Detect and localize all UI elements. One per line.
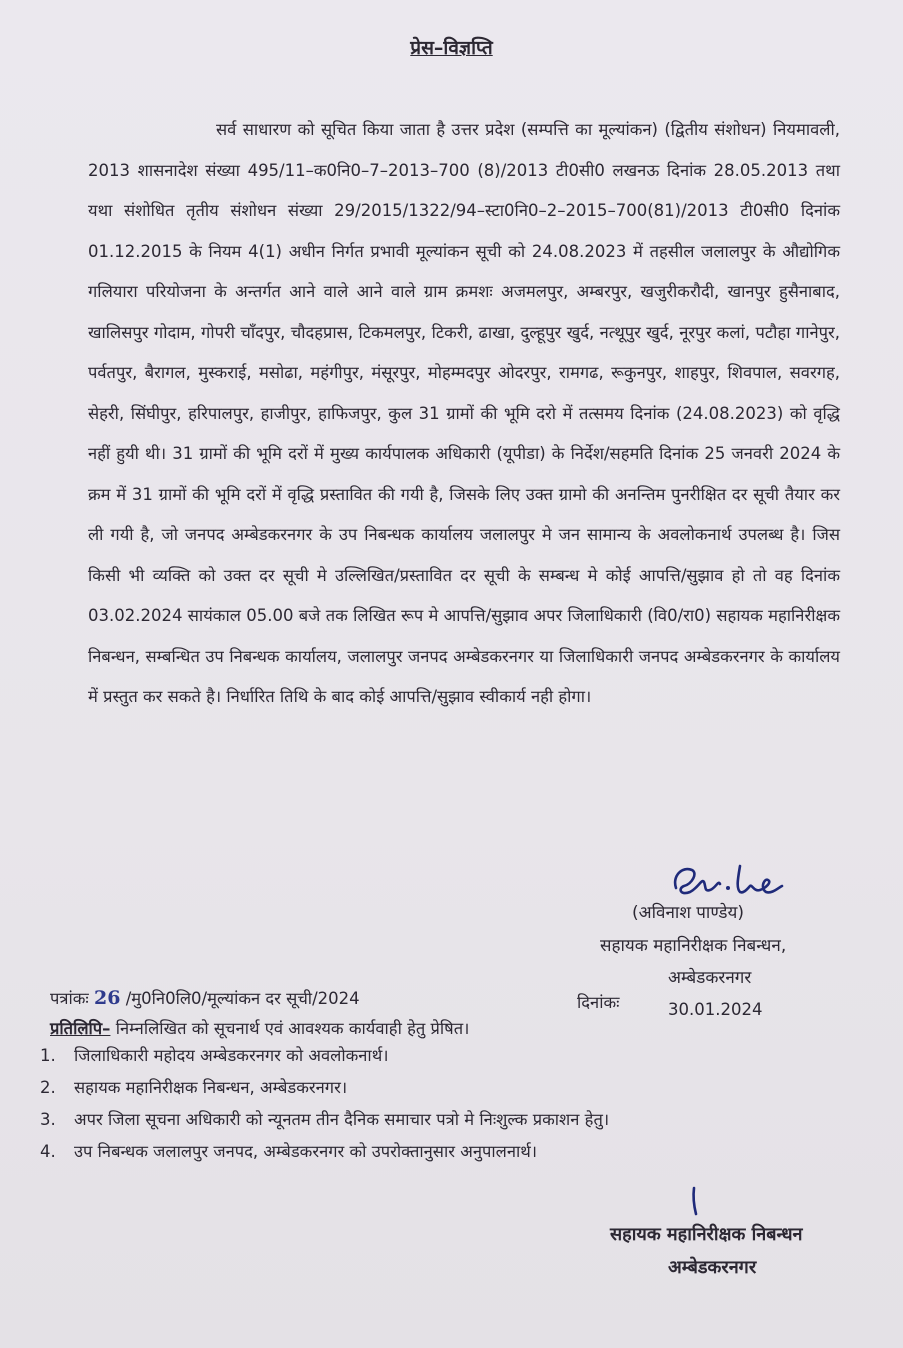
date-value: 30.01.2024 [668,1000,763,1019]
list-item-number: 4. [40,1142,56,1161]
list-item-number: 2. [40,1078,56,1097]
signatory-designation: सहायक महानिरीक्षक निबन्धन, [600,936,787,956]
office-designation: सहायक महानिरीक्षक निबन्धन [610,1224,803,1245]
list-item-text: सहायक महानिरीक्षक निबन्धन, अम्बेडकरनगर। [74,1078,348,1097]
office-place: अम्बेडकरनगर [668,1257,757,1278]
list-item-text: उप निबन्धक जलालपुर जनपद, अम्बेडकरनगर को उपरोक्तानुसार अनुपालनार्थ। [74,1142,538,1161]
body-paragraph [88,110,840,718]
copy-text: निम्नलिखित को सूचनार्थ एवं आवश्यक कार्यवाही हेतु प्रेषित। [115,1019,470,1038]
initial-mark-icon [688,1186,702,1216]
list-item-text: जिलाधिकारी महोदय अम्बेडकरनगर को अवलोकनार्थ। [74,1046,389,1065]
copy-label: प्रतिलिपि– [50,1019,111,1038]
list-item [40,1040,840,1072]
reference-line [50,986,360,1009]
list-item-number: 3. [40,1110,56,1129]
list-item-text: अपर जिला सूचना अधिकारी को न्यूनतम तीन दैनिक समाचार पत्रो मे निःशुल्क प्रकाशन हेतु। [74,1110,610,1129]
copy-recipient-list [40,1040,840,1168]
signature-icon [668,858,798,904]
reference-path: /मु0नि0लि0/मूल्यांकन दर सूची/2024 [125,989,360,1008]
reference-number: 26 [94,987,121,1009]
list-item-number: 1. [40,1046,56,1065]
body-text: सर्व साधारण को सूचित किया जाता है उत्तर प्रदेश (सम्पत्ति का मूल्यांकन) (द्वितीय संशोधन) नियमावली, 2013 शासनादेश संख्या 495/11–क0नि0–7–2013–700 (8)/2013 टी0सी0 लखनऊ दिनांक 28.05.2013 तथा यथा संशोधित तृतीय संशोधन संख्या 29/2015/1322/94–स्टा0नि0–2–2015–700(81)/2013 टी0सी0 दिनांक 01.12.2015 के नियम 4(1) अधीन निर्गत प्रभावी मूल्यांकन सूची को 24.08.2023 में तहसील जलालपुर के औद्योगिक गलियारा परियोजना के अन्तर्गत आने वाले आने वाले ग्राम क्रमशः अजमलपुर, अम्बरपुर, खजुरीकरौदी, खानपुर हुसैनाबाद, खालिसपुर गोदाम, गोपरी चाँदपुर, चौदहप्रास, टिकमलपुर, टिकरी, ढाखा, दुल्हूपुर खुर्द, नत्थूपुर खुर्द, नूरपुर कलां, पटौहा गानेपुर, पर्वतपुर, बैरागल, मुस्कराई, मसोढा, महंगीपुर, मंसूरपुर, मोहम्मदपुर ओदरपुर, रामगढ, रूकुनपुर, शाहपुर, शिवपाल, सवरगह, सेहरी, सिंघीपुर, हरिपालपुर, हाजीपुर, हाफिजपुर, कुल 31 ग्रामों की भूमि दरो में तत्समय दिनांक (24.08.2023) को वृद्धि नहीं हुयी थी। 31 ग्रामों की भूमि दरों में मुख्य कार्यपालक अधिकारी (यूपीडा) के निर्देश/सहमति दिनांक 25 जनवरी 2024 के क्रम में 31 ग्रामों की भूमि दरों में वृद्धि प्रस्तावित की गयी है, जिसके लिए उक्त ग्रामो की अनन्तिम पुनरीक्षित दर सूची तैयार कर ली गयी है, जो जनपद अम्बेडकरनगर के उप निबन्धक कार्यालय जलालपुर मे जन सामान्य के अवलोकनार्थ उपलब्ध है। जिस किसी भी व्यक्ति को उक्त दर सूची मे उल्लिखित/प्रस्तावित दर सूची के सम्बन्ध मे कोई आपत्ति/सुझाव हो तो वह दिनांक 03.02.2024 सायंकाल 05.00 बजे तक लिखित रूप मे आपत्ति/सुझाव अपर जिलाधिकारी (वि0/रा0) सहायक महानिरीक्षक निबन्धन, सम्बन्धित उप निबन्धक कार्यालय, जलालपुर जनपद अम्बेडकरनगर या जिलाधिकारी जनपद अम्बेडकरनगर के कार्यालय में प्रस्तुत कर सकते है। निर्धारित तिथि के बाद कोई आपत्ति/सुझाव स्वीकार्य नही होगा। [88,120,840,706]
signatory-place: अम्बेडकरनगर [668,968,752,988]
date-label: दिनांकः [577,993,620,1012]
list-item [40,1072,840,1104]
reference-label: पत्रांकः [50,989,89,1008]
document-title: प्रेस–विज्ञप्ति [410,37,493,59]
list-item [40,1104,840,1136]
list-item [40,1136,840,1168]
signatory-name: (अविनाश पाण्डेय) [632,903,744,923]
copy-to-line [50,1016,469,1039]
